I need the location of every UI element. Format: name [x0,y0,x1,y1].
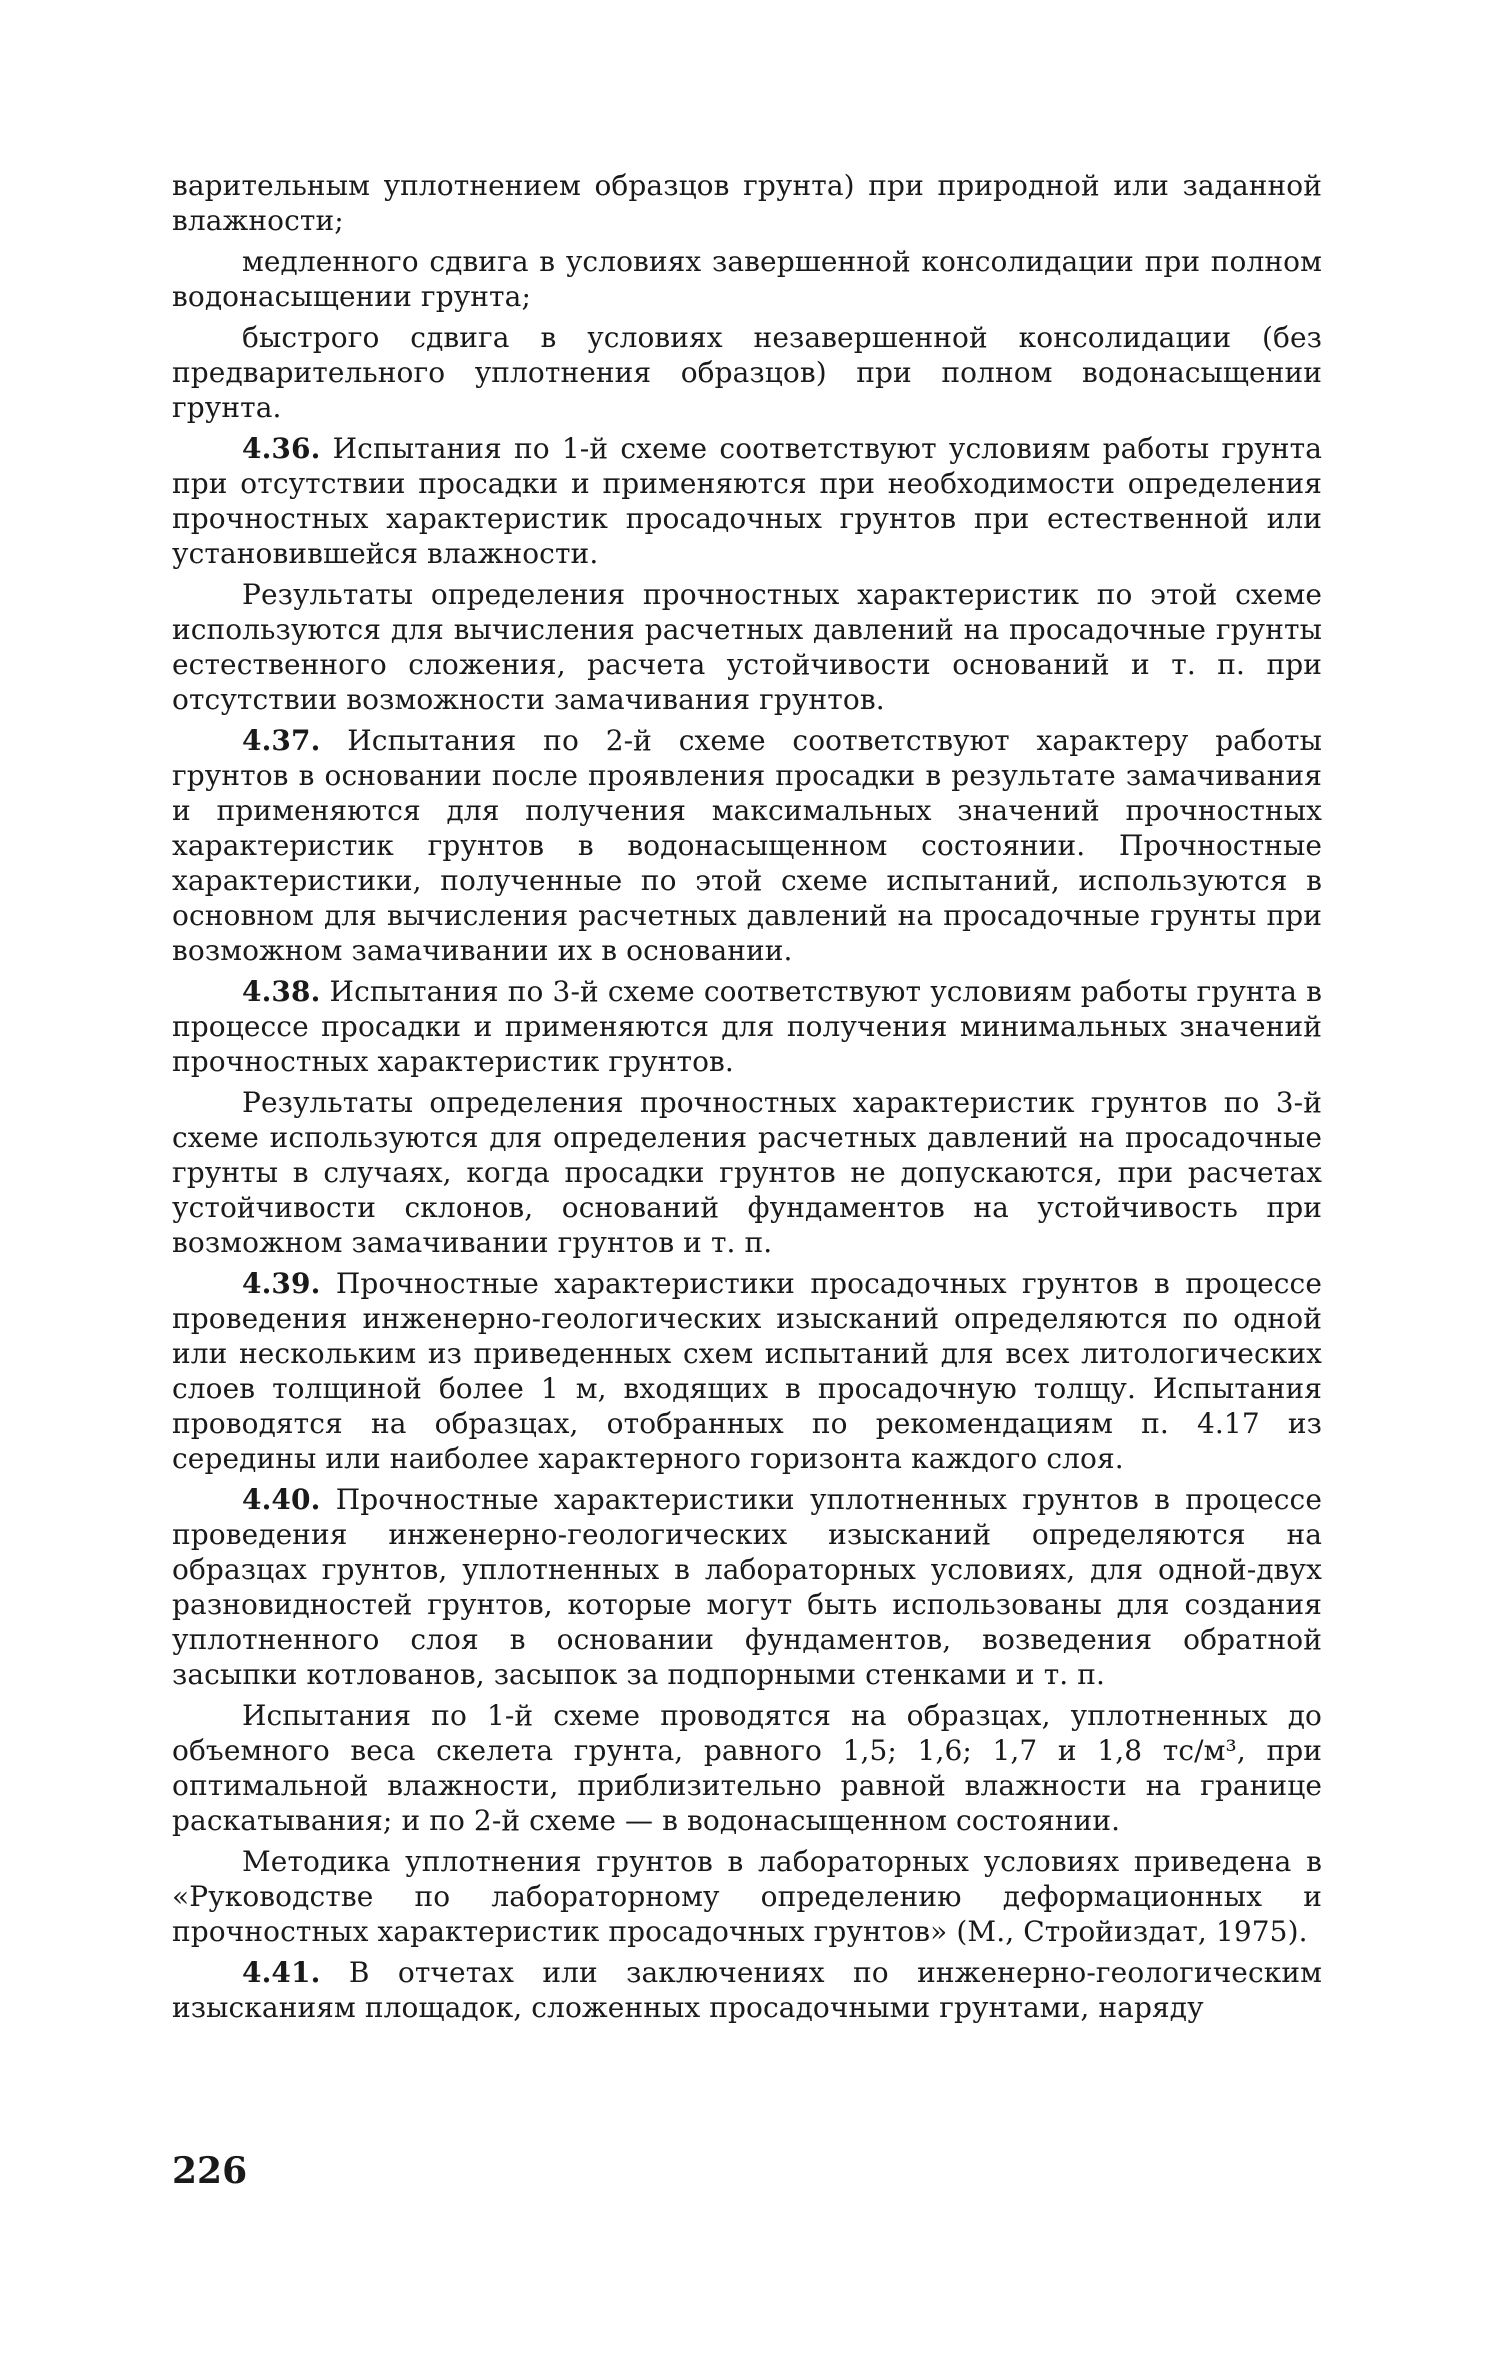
page-number: 226 [172,2150,248,2192]
section-4-39 [172,1266,1322,1476]
section-number: 4.40. [242,1483,321,1516]
paragraph-text: Испытания по 3-й схеме соответствуют условиям работы грунта в процессе просадки и применяются для получения минимальных значений прочностных характеристик грунтов. [172,975,1322,1078]
paragraph [172,320,1322,425]
section-number: 4.36. [242,432,321,465]
section-number: 4.41. [242,1956,321,1989]
section-number: 4.37. [242,724,321,757]
paragraph-text: Испытания по 1-й схеме проводятся на образцах, уплотненных до объемного веса скелета грунта, равного 1,5; 1,6; 1,7 и 1,8 тс/м³, при оптимальной влажности, приблизительно равной влажности на границе раскатывания; и по 2-й схеме — в водонасыщенном состоянии. [172,1699,1322,1837]
paragraph [172,1698,1322,1838]
paragraph-text: Прочностные характеристики уплотненных грунтов в процессе проведения инженерно-геологических изысканий определяются на образцах грунтов, уплотненных в лабораторных условиях, для одной-двух разновидностей грунтов, которые могут быть использованы для создания уплотненного слоя в основании фундаментов, возведения обратной засыпки котлованов, засыпок за подпорными стенками и т. п. [172,1483,1322,1691]
paragraph-text: быстрого сдвига в условиях незавершенной консолидации (без предварительного уплотнения образцов) при полном водонасыщении грунта. [172,321,1322,424]
section-4-40 [172,1482,1322,1692]
paragraph-text: медленного сдвига в условиях завершенной консолидации при полном водонасыщении грунта; [172,245,1322,313]
section-number: 4.39. [242,1267,321,1300]
paragraph [172,244,1322,314]
section-4-36 [172,431,1322,571]
paragraph-text: Результаты определения прочностных характеристик по этой схеме используются для вычисления расчетных давлений на просадочные грунты естественного сложения, расчета устойчивости оснований и т. п. при отсутствии возможности замачивания грунтов. [172,578,1322,716]
paragraph-text: Испытания по 1-й схеме соответствуют условиям работы грунта при отсутствии просадки и применяются при необходимости определения прочностных характеристик просадочных грунтов при естественной или установившейся влажности. [172,432,1322,570]
section-4-37 [172,723,1322,968]
section-4-38 [172,974,1322,1079]
paragraph [172,1844,1322,1949]
section-number: 4.38. [242,975,321,1008]
section-4-41 [172,1955,1322,2025]
paragraph-text: варительным уплотнением образцов грунта) при природной или заданной влажности; [172,169,1322,237]
paragraph [172,577,1322,717]
paragraph-text: В отчетах или заключениях по инженерно-геологическим изысканиям площадок, сложенных просадочными грунтами, наряду [172,1956,1322,2024]
document-page [172,168,1322,2031]
paragraph-text: Прочностные характеристики просадочных грунтов в процессе проведения инженерно-геологических изысканий определяются по одной или нескольким из приведенных схем испытаний для всех литологических слоев толщиной более 1 м, входящих в просадочную толщу. Испытания проводятся на образцах, отобранных по рекомендациям п. 4.17 из середины или наиболее характерного горизонта каждого слоя. [172,1267,1322,1475]
paragraph-text: Методика уплотнения грунтов в лабораторных условиях приведена в «Руководстве по лабораторному определению деформационных и прочностных характеристик просадочных грунтов» (М., Стройиздат, 1975). [172,1845,1322,1948]
paragraph-text: Результаты определения прочностных характеристик грунтов по 3-й схеме используются для определения расчетных давлений на просадочные грунты в случаях, когда просадки грунтов не допускаются, при расчетах устойчивости склонов, оснований фундаментов на устойчивость при возможном замачивании грунтов и т. п. [172,1086,1322,1259]
paragraph [172,168,1322,238]
paragraph-text: Испытания по 2-й схеме соответствуют характеру работы грунтов в основании после проявления просадки в результате замачивания и применяются для получения максимальных значений прочностных характеристик грунтов в водонасыщенном состоянии. Прочностные характеристики, полученные по этой схеме испытаний, используются в основном для вычисления расчетных давлений на просадочные грунты при возможном замачивании их в основании. [172,724,1322,967]
paragraph [172,1085,1322,1260]
